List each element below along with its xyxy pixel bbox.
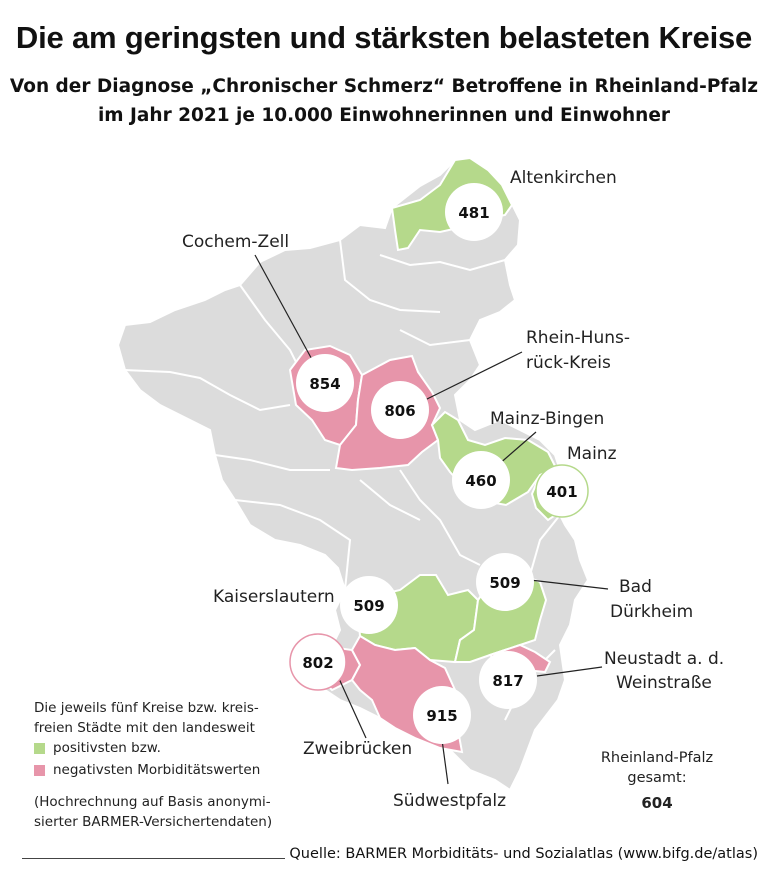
value-zweibruecken: 802	[302, 654, 334, 672]
label-altenkirchen: Altenkirchen	[510, 168, 617, 188]
label-bad-duerkheim-line1: Bad	[619, 577, 652, 597]
label-zweibruecken: Zweibrücken	[303, 739, 413, 759]
value-rhein-hunsrueck: 806	[384, 402, 416, 420]
label-kaiserslautern: Kaiserslautern	[213, 587, 335, 607]
label-rhein-hunsrueck-line1: Rhein-Huns-	[526, 328, 631, 348]
label-mainz-bingen: Mainz-Bingen	[490, 409, 605, 429]
label-mainz: Mainz	[567, 444, 617, 464]
label-bad-duerkheim-line2: Dürkheim	[610, 602, 694, 622]
value-altenkirchen: 481	[458, 204, 490, 222]
legend-line2: freien Städte mit den landesweit	[34, 720, 255, 736]
total-label-line2: gesamt:	[627, 770, 687, 786]
source-note: Quelle: BARMER Morbiditäts- und Sozialatlas (www.bifg.de/atlas)	[285, 846, 758, 862]
value-mainz-bingen: 460	[465, 472, 497, 490]
legend-positive	[34, 740, 161, 756]
value-cochem-zell: 854	[309, 375, 341, 393]
value-kaiserslautern: 509	[353, 597, 385, 615]
label-suedwestpfalz: Südwestpfalz	[393, 791, 507, 811]
label-neustadt-line1: Neustadt a. d.	[604, 649, 725, 669]
value-neustadt: 817	[492, 672, 524, 690]
value-mainz: 401	[546, 483, 578, 501]
label-neustadt-line2: Weinstraße	[616, 673, 712, 693]
legend-line1: Die jeweils fünf Kreise bzw. kreis-	[34, 700, 259, 716]
legend-note-line2: sierter BARMER-Versichertendaten)	[34, 814, 273, 830]
legend-negative-label: negativsten Morbiditätswerten	[53, 762, 261, 778]
value-bad-duerkheim: 509	[489, 574, 521, 592]
map-subtitle-line2: im Jahr 2021 je 10.000 Einwohnerinnen und Einwohner	[97, 105, 671, 126]
map-title: Die am geringsten und stärksten belasteten Kreise	[15, 20, 753, 55]
legend-positive-label: positivsten bzw.	[53, 740, 161, 756]
map-subtitle-line1: Von der Diagnose „Chronischer Schmerz“ Betroffene in Rheinland-Pfalz	[9, 76, 759, 97]
total-label-line1: Rheinland-Pfalz	[600, 750, 714, 766]
legend-positive-swatch	[34, 743, 45, 754]
label-rhein-hunsrueck-line2: rück-Kreis	[526, 353, 611, 373]
label-cochem-zell: Cochem-Zell	[182, 232, 290, 252]
legend-negative-swatch	[34, 765, 45, 776]
legend-negative	[34, 762, 260, 778]
legend-note-line1: (Hochrechnung auf Basis anonymi-	[34, 794, 271, 810]
total-value: 604	[641, 794, 673, 812]
value-suedwestpfalz: 915	[426, 707, 458, 725]
